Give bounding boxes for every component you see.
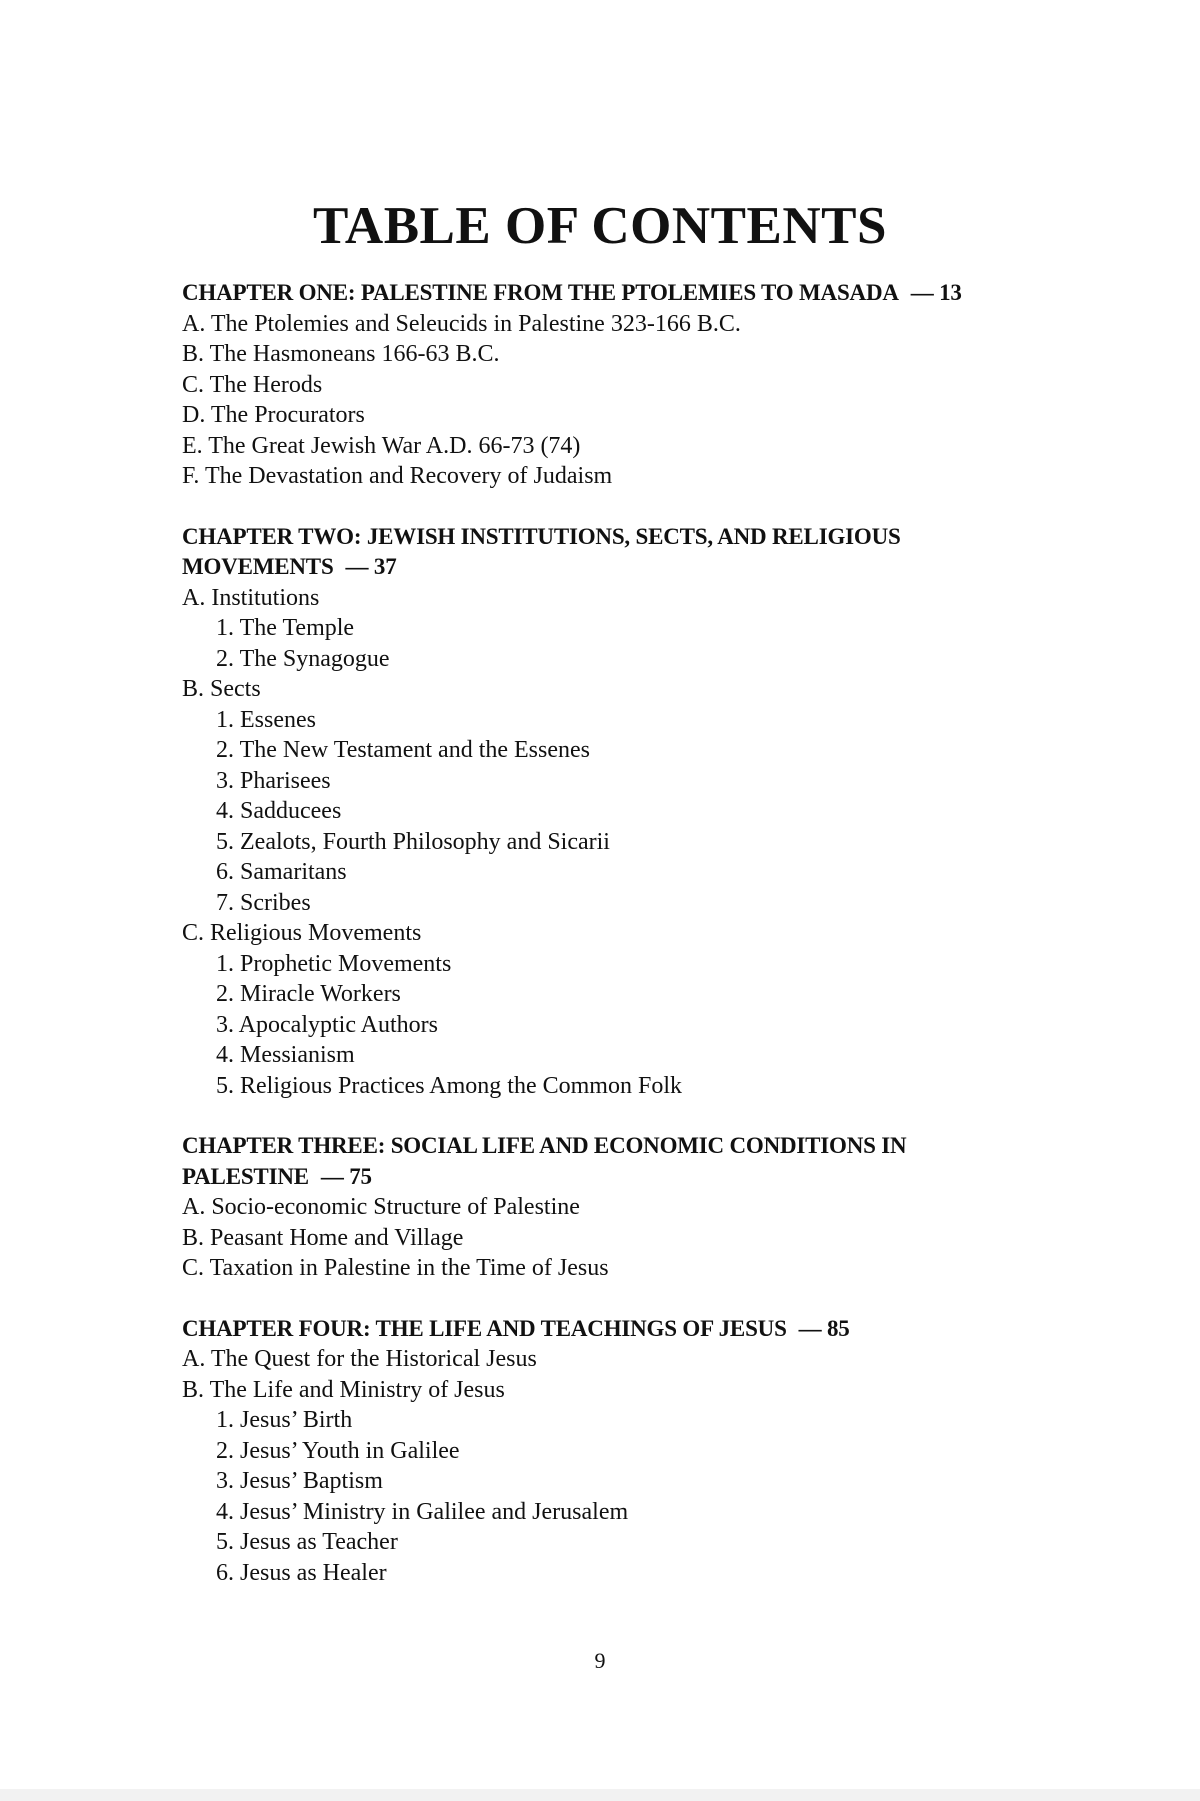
toc-subentry: 3. Pharisees bbox=[216, 767, 331, 794]
toc-subentry: 3. Jesus’ Baptism bbox=[216, 1468, 383, 1494]
toc-entry: A. Socio-economic Structure of Palestine bbox=[182, 1194, 580, 1220]
toc-entry: F. The Devastation and Recovery of Judaism bbox=[182, 463, 613, 489]
toc-entry: B. Peasant Home and Village bbox=[182, 1224, 464, 1251]
toc-subentry: 1. Jesus’ Birth bbox=[216, 1407, 353, 1433]
toc-subentry: 2. Jesus’ Youth in Galilee bbox=[216, 1437, 460, 1464]
page-bottom-edge bbox=[0, 1789, 1200, 1801]
toc-entry: B. The Hasmoneans 166-63 B.C. bbox=[182, 341, 500, 367]
page-title: TABLE OF CONTENTS bbox=[313, 197, 887, 255]
chapter-heading-text: CHAPTER ONE: PALESTINE FROM THE PTOLEMIES TO MASADA bbox=[182, 280, 899, 305]
chapter-heading-line bbox=[182, 278, 1022, 309]
toc-entry: B. Sects bbox=[182, 676, 261, 702]
toc-subentry: 4. Messianism bbox=[216, 1042, 355, 1068]
toc-subentry: 1. The Temple bbox=[216, 615, 355, 641]
chapter-heading-line bbox=[182, 1162, 1022, 1193]
toc-subentry: 5. Jesus as Teacher bbox=[216, 1529, 398, 1555]
toc-subentry: 2. The New Testament and the Essenes bbox=[216, 737, 591, 763]
toc-subentry: 2. The Synagogue bbox=[216, 645, 390, 672]
toc-subentry: 1. Prophetic Movements bbox=[216, 950, 452, 977]
chapter-heading-line bbox=[182, 1314, 1022, 1345]
toc-subentry: 4. Jesus’ Ministry in Galilee and Jerusalem bbox=[216, 1498, 629, 1525]
table-of-contents bbox=[182, 278, 1022, 1618]
toc-entry: D. The Procurators bbox=[182, 402, 365, 428]
chapter-page-reference: — 37 bbox=[345, 554, 397, 579]
chapter-heading-text: CHAPTER THREE: SOCIAL LIFE AND ECONOMIC CONDITIONS IN bbox=[182, 1133, 907, 1158]
chapter-heading-line bbox=[182, 522, 1022, 553]
toc-entry: C. Religious Movements bbox=[182, 920, 422, 946]
chapter-heading-text: CHAPTER TWO: JEWISH INSTITUTIONS, SECTS, AND RELIGIOUS bbox=[182, 523, 901, 549]
toc-subentry: 5. Religious Practices Among the Common Folk bbox=[216, 1072, 682, 1099]
chapter-page-reference: — 75 bbox=[320, 1163, 372, 1189]
chapter-heading-line bbox=[182, 552, 1022, 583]
chapter-heading-text: MOVEMENTS bbox=[182, 554, 334, 579]
toc-subentry: 4. Sadducees bbox=[216, 798, 342, 824]
toc-subentry: 2. Miracle Workers bbox=[216, 981, 401, 1007]
toc-entry: A. The Ptolemies and Seleucids in Palestine 323-166 B.C. bbox=[182, 310, 741, 337]
toc-entry: C. Taxation in Palestine in the Time of Jesus bbox=[182, 1255, 609, 1281]
toc-subentry: 7. Scribes bbox=[216, 889, 311, 916]
chapter-heading-line bbox=[182, 1131, 1022, 1162]
toc-entry: E. The Great Jewish War A.D. 66-73 (74) bbox=[182, 432, 581, 459]
toc-entry: A. Institutions bbox=[182, 584, 320, 611]
toc-entry: A. The Quest for the Historical Jesus bbox=[182, 1346, 537, 1372]
toc-subentry: 6. Samaritans bbox=[216, 859, 347, 885]
chapter-heading-text: CHAPTER FOUR: THE LIFE AND TEACHINGS OF JESUS bbox=[182, 1315, 787, 1341]
toc-subentry: 5. Zealots, Fourth Philosophy and Sicarii bbox=[216, 828, 610, 855]
chapter-section bbox=[182, 1314, 1022, 1589]
toc-entry: B. The Life and Ministry of Jesus bbox=[182, 1376, 505, 1403]
toc-subentry: 3. Apocalyptic Authors bbox=[216, 1011, 438, 1038]
chapter-page-reference: — 13 bbox=[910, 280, 962, 305]
chapter-page-reference: — 85 bbox=[798, 1315, 850, 1341]
toc-subentry: 6. Jesus as Healer bbox=[216, 1559, 387, 1586]
page-number: 9 bbox=[594, 1648, 606, 1673]
toc-subentry: 1. Essenes bbox=[216, 706, 316, 733]
chapter-section bbox=[182, 522, 1022, 1102]
chapter-section bbox=[182, 1131, 1022, 1284]
chapter-section bbox=[182, 278, 1022, 492]
chapter-heading-text: PALESTINE bbox=[182, 1163, 309, 1189]
toc-entry: C. The Herods bbox=[182, 371, 323, 398]
